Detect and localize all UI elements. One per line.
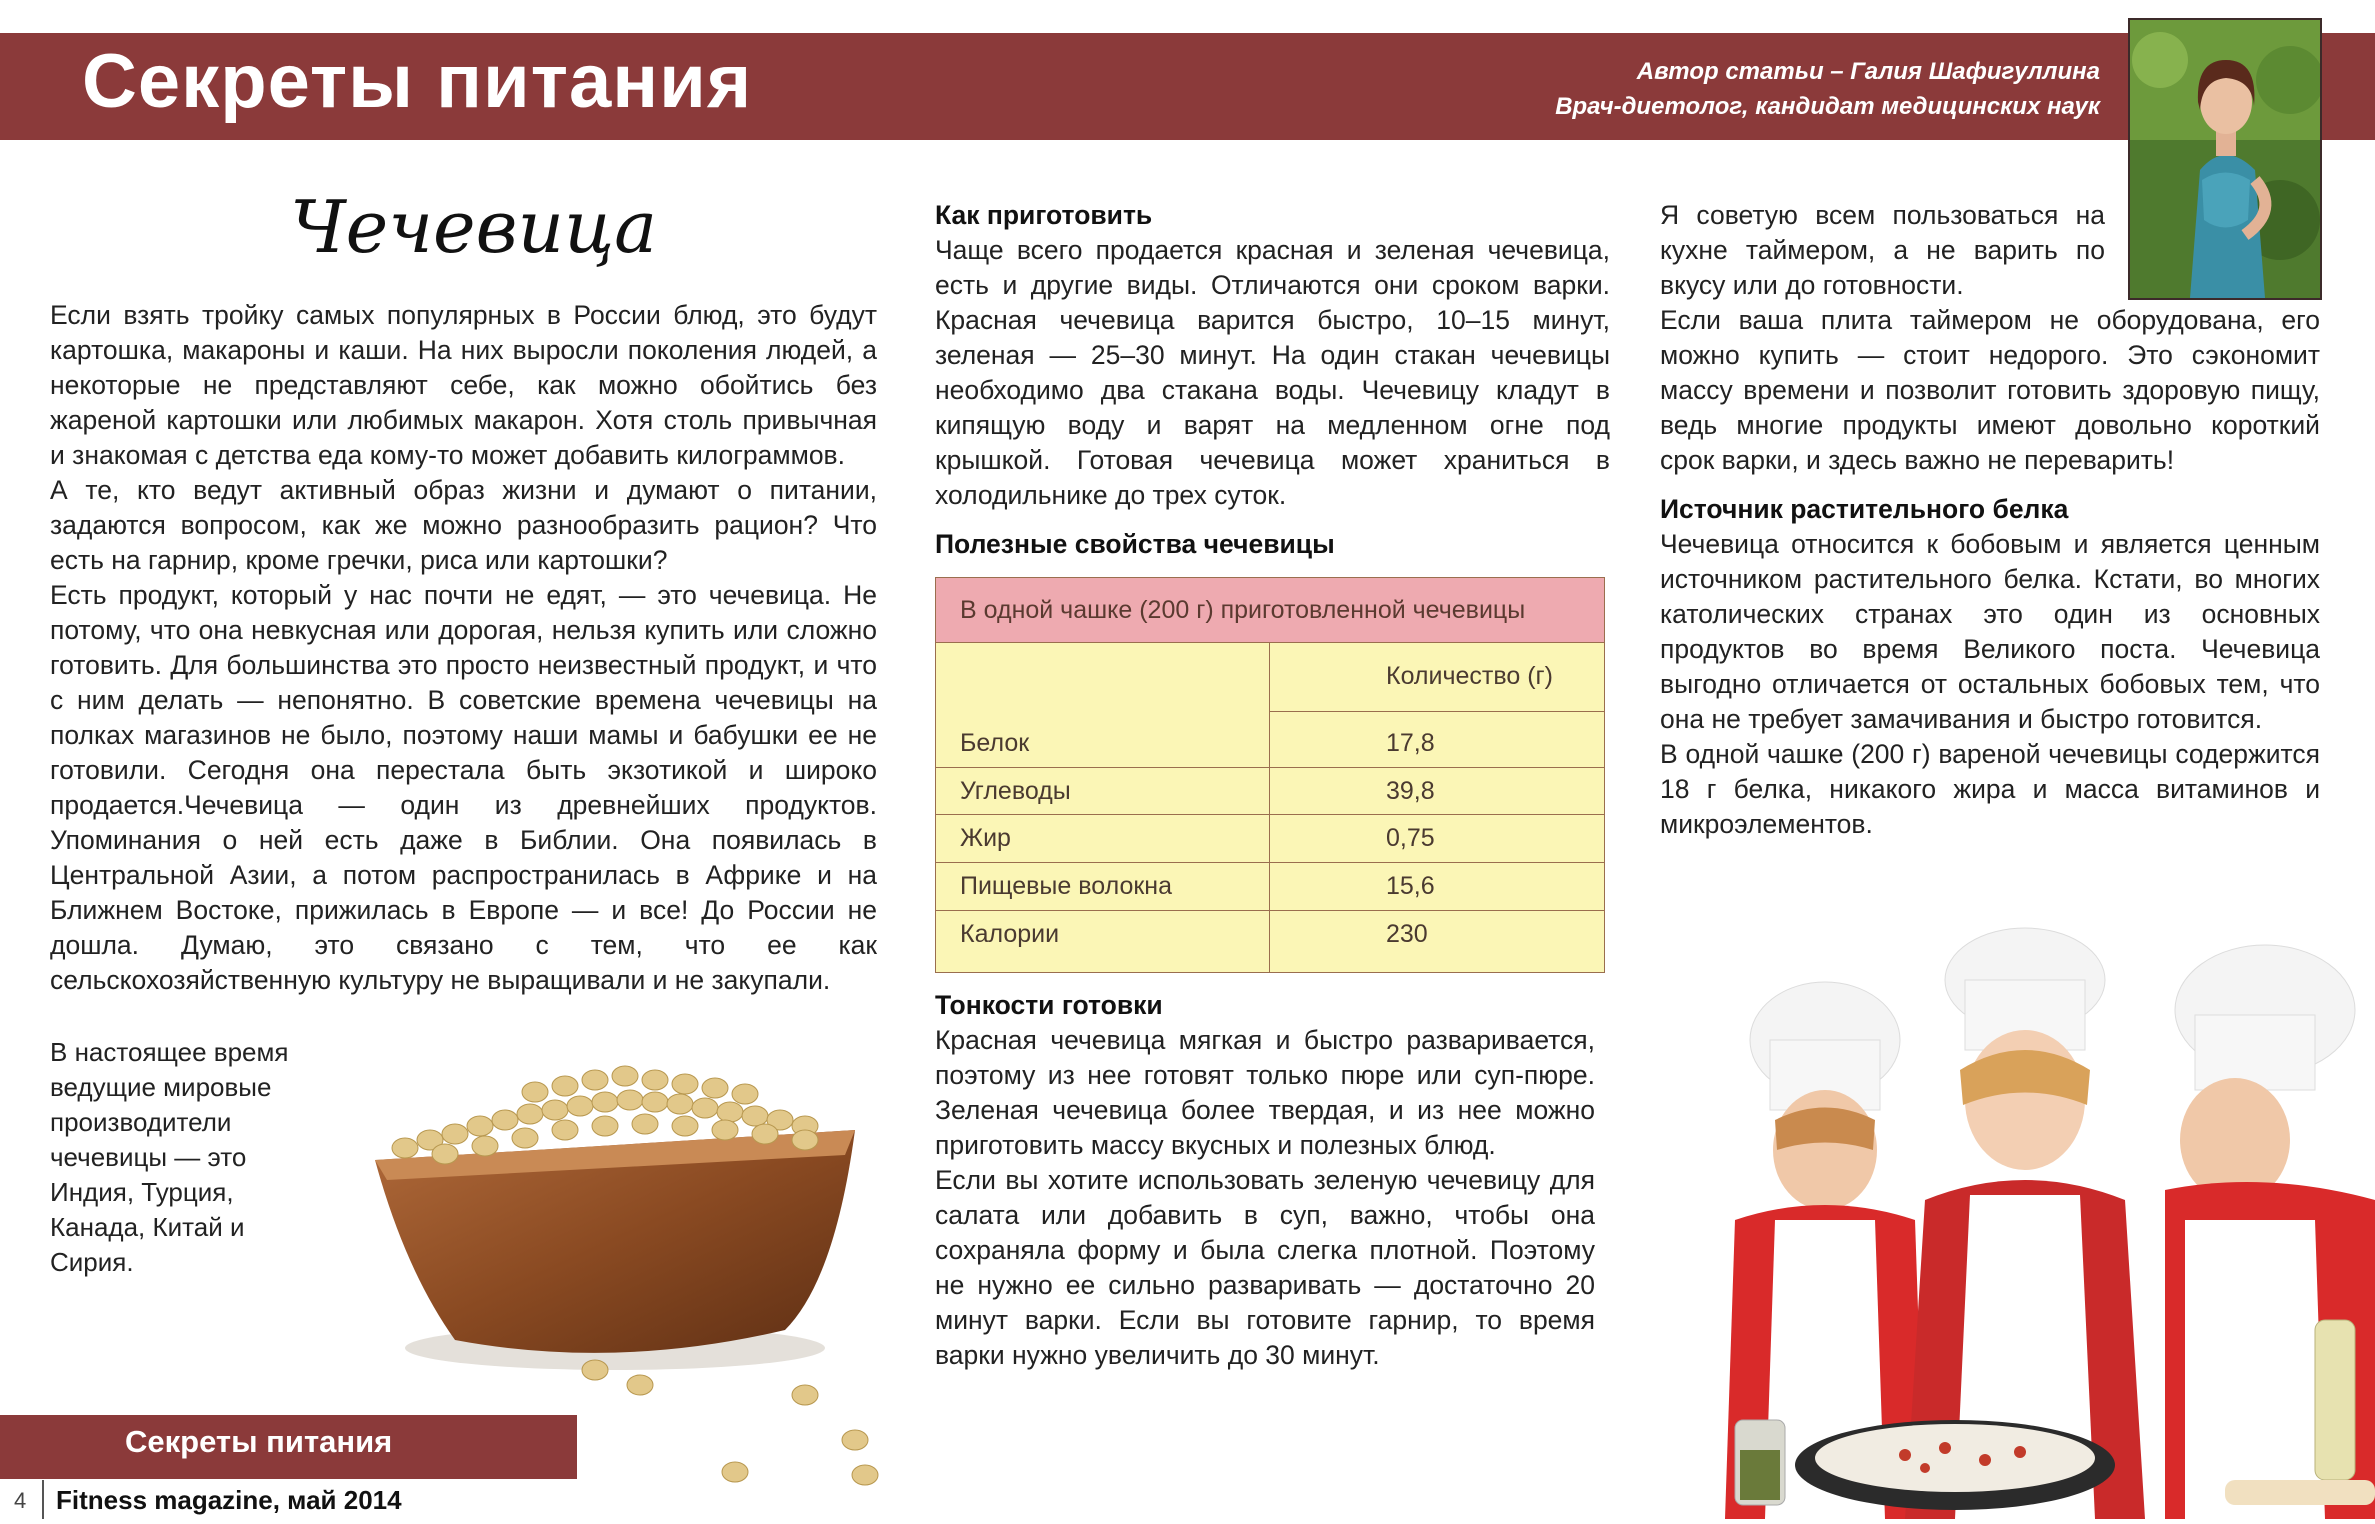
producers-line: Канада, Китай и <box>50 1212 245 1242</box>
properties-heading: Полезные свойства чечевицы <box>935 529 1335 559</box>
page-number: 4 <box>14 1488 27 1513</box>
producers-line: ведущие мировые <box>50 1072 272 1102</box>
producers-line: производители <box>50 1107 232 1137</box>
advice-column <box>1660 198 2320 842</box>
table-row: Пищевые волокна 15,6 <box>936 862 1604 911</box>
intro-paragraph: А те, кто ведут активный образ жизни и думают о питании, задаются вопросом, как же можно разнообразить рацион? Что есть на гарнир, кроме гречки, риса или картошки? <box>50 475 877 575</box>
how-to-cook-heading: Как приготовить <box>935 200 1153 230</box>
table-header-row <box>936 642 1604 711</box>
how-to-cook-column <box>935 198 1610 562</box>
footer-divider <box>42 1480 44 1519</box>
timer-advice: Если ваша плита таймером не оборудована, его можно купить — стоит недорого. Это сэкономит массу времени и позволит готовить здоровую пищу, ведь многие продукты имеют довольно короткий срок варки, и здесь важно не переварить! <box>1660 305 2320 475</box>
article-title: Чечевица <box>290 185 658 269</box>
intro-paragraph: Если взять тройку самых популярных в России блюд, это будут картошка, макароны и каши. На них выросли поколения людей, а некоторые не представляют себе, как можно обойтись без жареной картошки или любимых макарон. Хотя столь привычная и знакомая с детства еда кому-то может добавить килограммов. <box>50 300 877 470</box>
author-name: Автор статьи – Галия Шафигуллина <box>1636 58 2100 85</box>
table-row: Калории 230 <box>960 920 1428 948</box>
magazine-issue: Fitness magazine, май 2014 <box>56 1485 402 1515</box>
protein-paragraph: В одной чашке (200 г) вареной чечевицы содержится 18 г белка, никакого жира и масса витаминов и микроэлементов. <box>1660 739 2320 839</box>
cooking-tips-section <box>935 988 1595 1373</box>
footer-section-label: Секреты питания <box>125 1424 393 1459</box>
producers-line: Индия, Турция, <box>50 1177 234 1207</box>
nutrition-table <box>935 577 1605 973</box>
producers-note <box>50 1035 310 1280</box>
protein-paragraph: Чечевица относится к бобовым и является ценным источником растительного белка. Кстати, во многих католических странах это один из основных продуктов во время Великого поста. Чечевица выгодно отличается от остальных бобовых тем, что она не требует замачивания и быстро готовится. <box>1660 529 2320 734</box>
protein-heading: Источник растительного белка <box>1660 494 2069 524</box>
producers-line: Сирия. <box>50 1247 134 1277</box>
table-row: Белок 17,8 <box>936 711 1604 768</box>
table-column-header: Количество (г) <box>1386 662 1553 690</box>
cooking-tips-heading: Тонкости готовки <box>935 990 1163 1020</box>
author-role: Врач-диетолог, кандидат медицинских наук <box>1555 93 2100 120</box>
producers-line: чечевицы — это <box>50 1142 247 1172</box>
producers-line: В настоящее время <box>50 1037 289 1067</box>
timer-advice: Я советую всем пользоваться на кухне таймером, а не варить по вкусу или до готовности. <box>1660 200 2105 300</box>
cooking-tips-paragraph: Если вы хотите использовать зеленую чечевицу для салата или добавить в суп, важно, чтобы она сохраняла форму и была слегка плотной. Поэтому не нужно ее сильно разваривать — достаточно 20 минут варки. Если вы готовите гарнир, то время варки нужно увеличить до 30 минут. <box>935 1165 1595 1370</box>
table-row: Жир 0,75 <box>936 814 1604 863</box>
intro-column <box>50 298 877 998</box>
table-caption: В одной чашке (200 г) приготовленной чечевицы <box>936 578 1604 643</box>
section-title: Секреты питания <box>82 39 753 124</box>
table-row: Углеводы 39,8 <box>936 767 1604 815</box>
how-to-cook-text: Чаще всего продается красная и зеленая чечевица, есть и другие виды. Отличаются они сроком варки. Красная чечевица варится быстро, 10–15 минут, зеленая — 25–30 минут. На один стакан чечевицы необходимо два стакана воды. Чечевицу кладут в кипящую воду и варят на медленном огне под крышкой. Готовая чечевица может храниться в холодильнике до трех суток. <box>935 235 1610 510</box>
cooking-family-photo <box>1625 920 2375 1519</box>
intro-paragraph: Есть продукт, который у нас почти не едят, — это чечевица. Не потому, что она невкусная или дорогая, нельзя купить или сложно готовить. Для большинства это просто неизвестный продукт, и что с ним делать — непонятно. В советские времена чечевицы на полках магазинов не было, поэтому наши мамы и бабушки ее не готовили. Сегодня она перестала быть экзотикой и широко продается.Чечевица — один из древнейших продуктов. Упоминания о ней есть даже в Библии. Она появилась в Центральной Азии, а потом распространилась в Африке и на Ближнем Востоке, прижилась в Европе — и все! До России не дошла. Думаю, это связано с тем, что ее как сельскохозяйственную культуру не выращивали и не закупали. <box>50 580 877 995</box>
cooking-tips-paragraph: Красная чечевица мягкая и быстро разваривается, поэтому из нее готовят только пюре или суп-пюре. Зеленая чечевица более твердая, и из нее можно приготовить массу вкусных и полезных блюд. <box>935 1025 1595 1160</box>
